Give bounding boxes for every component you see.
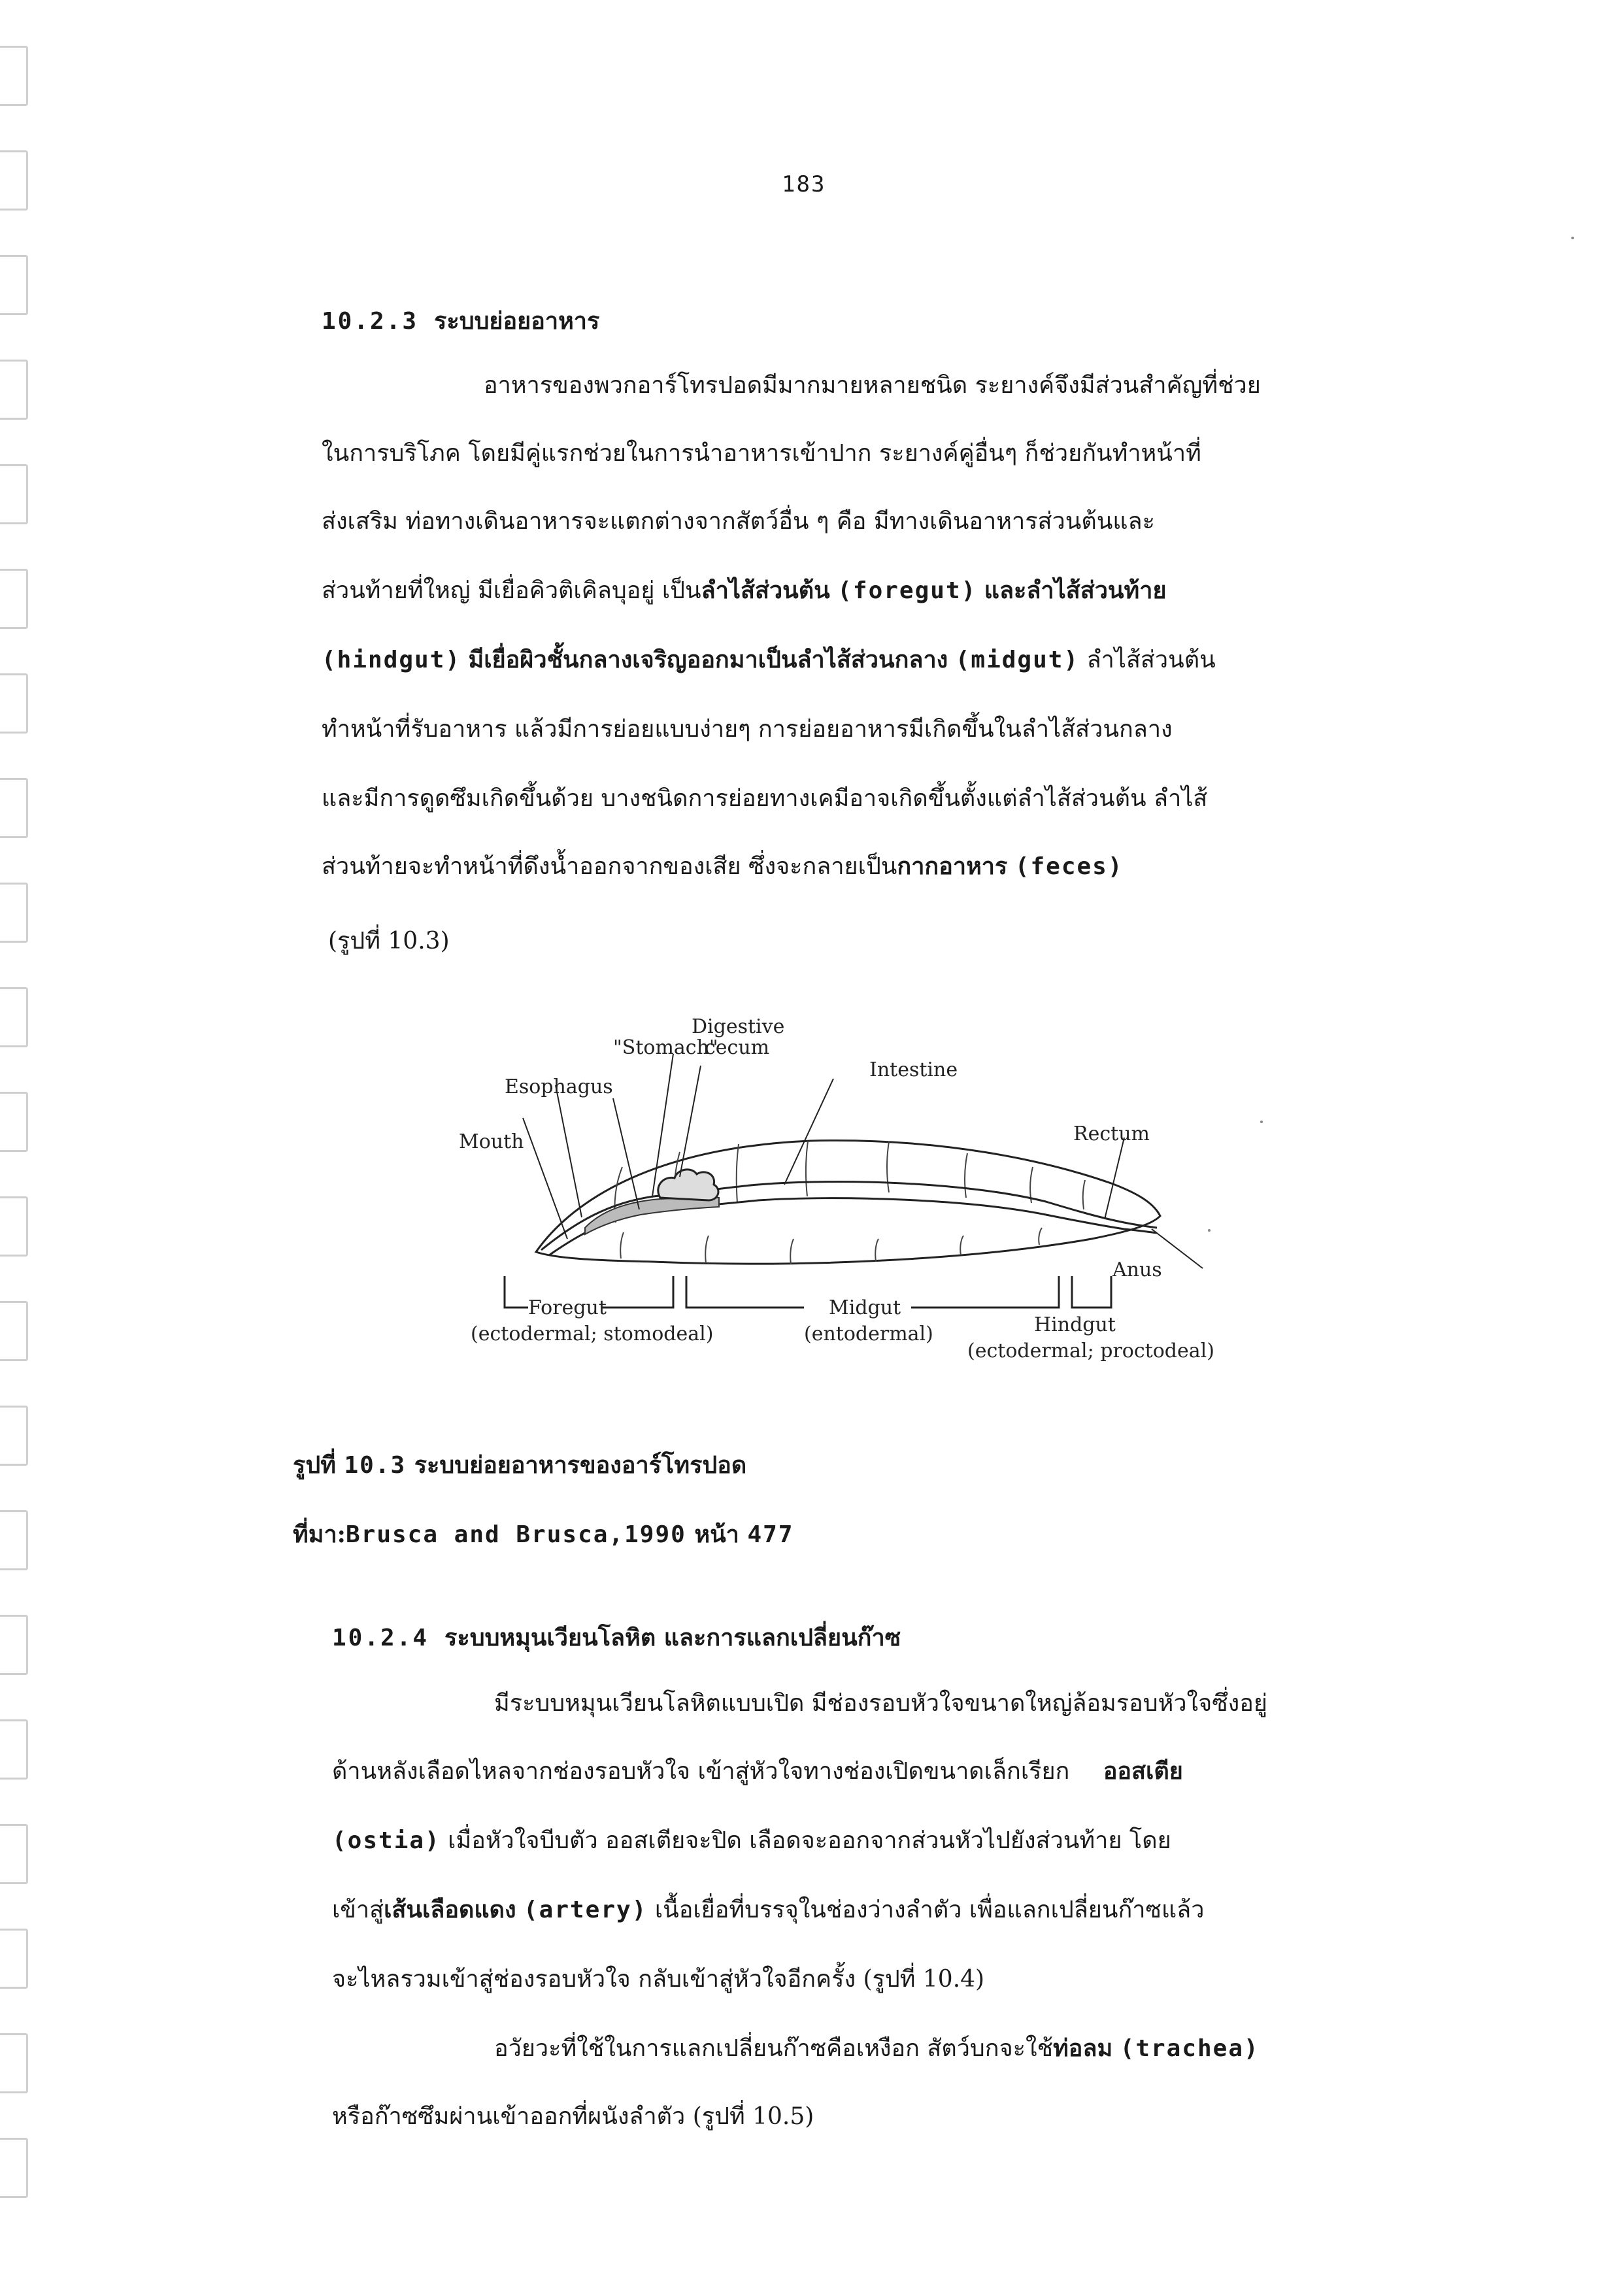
term-foregut: (foregut) <box>837 577 977 604</box>
source-label: ที่มา: <box>293 1521 346 1548</box>
paragraph-line <box>332 1752 1183 1789</box>
label-digestive-1: Digestive <box>692 1015 785 1038</box>
source-text: Brusca and Brusca,1990 <box>345 1521 686 1548</box>
label-foregut: Foregut <box>528 1296 607 1319</box>
hindgut-bracket <box>1072 1276 1111 1308</box>
paragraph-line <box>322 502 1155 539</box>
figure-source <box>293 1515 794 1553</box>
paragraph-line <box>494 1684 1267 1721</box>
label-anus: Anus <box>1112 1258 1162 1281</box>
term-hindgut-thai: ลำไส้ส่วนท้าย <box>1026 577 1167 604</box>
figure-reference: (รูปที่ 10.3) <box>328 928 450 954</box>
text-run: ส่งเสริม ท่อทางเดินอาหารจะแตกต่างจากสัตว์อื่น ๆ คือ มีทางเดินอาหารส่วนต้นและ <box>322 508 1155 535</box>
digestive-cecum <box>658 1170 718 1200</box>
text-run: อาหารของพวกอาร์โทรปอดมีมากมายหลายชนิด ระยางค์จึงมีส่วนสำคัญที่ช่วย <box>484 372 1261 399</box>
source-page-value: 477 <box>747 1521 794 1548</box>
term-hindgut: (hindgut) <box>322 647 461 673</box>
paragraph-line <box>332 1821 1171 1859</box>
paragraph-line <box>322 710 1173 747</box>
label-digestive-2: cecum <box>705 1036 770 1059</box>
text-run: เมื่อหัวใจบีบตัว ออสเตียจะปิด เลือดจะออกจากส่วนหัวไปยังส่วนท้าย โดย <box>448 1827 1171 1854</box>
paragraph-line <box>484 366 1261 403</box>
paragraph-line <box>332 2097 814 2135</box>
text-run: เข้าสู่ <box>332 1897 384 1923</box>
speck <box>1571 237 1574 239</box>
term-midgut-thai: ลำไส้ส่วนกลาง <box>797 646 948 673</box>
paragraph-line <box>322 571 1167 609</box>
paragraph-line <box>322 434 1201 471</box>
section-heading <box>332 1619 901 1656</box>
term-feces: (feces) <box>1014 853 1124 880</box>
paragraph-line <box>322 779 1207 817</box>
section-number: 10.2.4 <box>332 1625 429 1651</box>
paragraph-line <box>322 641 1216 678</box>
source-page-label: หน้า <box>694 1521 739 1548</box>
term-ostia: (ostia) <box>332 1827 441 1854</box>
page-number: 183 <box>782 171 826 197</box>
label-midgut: Midgut <box>829 1296 901 1319</box>
text-run: เนื้อเยื่อที่บรรจุในช่องว่างลำตัว เพื่อแลกเปลี่ยนก๊าซแล้ว <box>654 1897 1205 1923</box>
section-title: ระบบหมุนเวียนโลหิต และการแลกเปลี่ยนก๊าซ <box>444 1624 901 1651</box>
label-mouth: Mouth <box>459 1130 524 1153</box>
caption-figure-label: รูปที่ <box>293 1451 336 1479</box>
section-title: ระบบย่อยอาหาร <box>434 307 600 335</box>
label-hindgut-sub: (ectodermal; proctodeal) <box>967 1340 1214 1362</box>
text-run: อวัยวะที่ใช้ในการแลกเปลี่ยนก๊าซคือเหงือก สัตว์บกจะใช้ <box>494 2035 1054 2062</box>
label-foregut-sub: (ectodermal; stomodeal) <box>471 1323 714 1345</box>
label-intestine: Intestine <box>869 1058 958 1081</box>
caption-title: ระบบย่อยอาหารของอาร์โทรปอด <box>414 1451 747 1479</box>
term-feces-thai: กากอาหาร <box>897 853 1008 880</box>
term-trachea: (trachea) <box>1120 2035 1260 2062</box>
paragraph-line <box>332 1891 1204 1928</box>
text-run: ลำไส้ส่วนต้น <box>1086 647 1216 673</box>
caption-figure-number: 10.3 <box>344 1452 407 1479</box>
text-run: ในการบริโภค โดยมีคู่แรกช่วยในการนำอาหารเข้าปาก ระยางค์คู่อื่นๆ ก็ช่วยกันทำหน้าที่ <box>322 440 1201 467</box>
text-run: ด้านหลังเลือดไหลจากช่องรอบหัวใจ เข้าสู่หัวใจทางช่องเปิดขนาดเล็กเรียก <box>332 1758 1070 1785</box>
paragraph-line <box>322 847 1124 885</box>
text-run: ส่วนท้ายที่ใหญ่ มีเยื่อคิวติเคิลบุอยู่ เป็น <box>322 577 701 604</box>
text-run: มีเยื่อผิวชั้นกลางเจริญออกมาเป็น <box>468 646 797 673</box>
text-run: จะไหลรวมเข้าสู่ช่องรอบหัวใจ กลับเข้าสู่หัวใจอีกครั้ง (รูปที่ 10.4) <box>332 1966 985 1993</box>
section-heading <box>322 302 599 339</box>
text-run: และมีการดูดซึมเกิดขึ้นด้วย บางชนิดการย่อยทางเคมีอาจเกิดขึ้นตั้งแต่ลำไส้ส่วนต้น ลำไส้ <box>322 785 1208 812</box>
paragraph-line <box>328 922 450 959</box>
label-hindgut: Hindgut <box>1034 1313 1116 1336</box>
speck <box>1260 1121 1263 1123</box>
term-midgut: (midgut) <box>955 647 1080 673</box>
term-trachea-thai: ท่อลม <box>1053 2034 1113 2062</box>
stomach-region <box>585 1197 719 1234</box>
text-run: ส่วนท้ายจะทำหน้าที่ดึงน้ำออกจากของเสีย ซึ่งจะกลายเป็น <box>322 853 897 880</box>
text-run: มีระบบหมุนเวียนโลหิตแบบเปิด มีช่องรอบหัวใจขนาดใหญ่ล้อมรอบหัวใจซึ่งอยู่ <box>494 1690 1267 1717</box>
text-run: หรือก๊าซซึมผ่านเข้าออกที่ผนังลำตัว (รูปที่ 10.5) <box>332 2103 814 2130</box>
text-run: ทำหน้าที่รับอาหาร แล้วมีการย่อยแบบง่ายๆ การย่อยอาหารมีเกิดขึ้นในลำไส้ส่วนกลาง <box>322 716 1173 743</box>
label-midgut-sub: (entodermal) <box>804 1323 933 1345</box>
term-artery-thai: เส้นเลือดแดง <box>384 1896 516 1923</box>
figure-caption <box>293 1446 746 1483</box>
term-ostia-thai: ออสเตีย <box>1103 1757 1183 1785</box>
text-run: และ <box>984 577 1027 604</box>
term-artery: (artery) <box>523 1897 648 1923</box>
paragraph-line <box>494 2029 1260 2067</box>
label-esophagus: Esophagus <box>505 1075 613 1098</box>
label-stomach: "Stomach" <box>613 1036 718 1059</box>
label-rectum: Rectum <box>1073 1123 1150 1145</box>
term-foregut-thai: ลำไส้ส่วนต้น <box>701 577 830 604</box>
section-number: 10.2.3 <box>322 308 419 335</box>
paragraph-line <box>332 1960 984 1997</box>
digestive-system-diagram <box>444 1007 1255 1386</box>
